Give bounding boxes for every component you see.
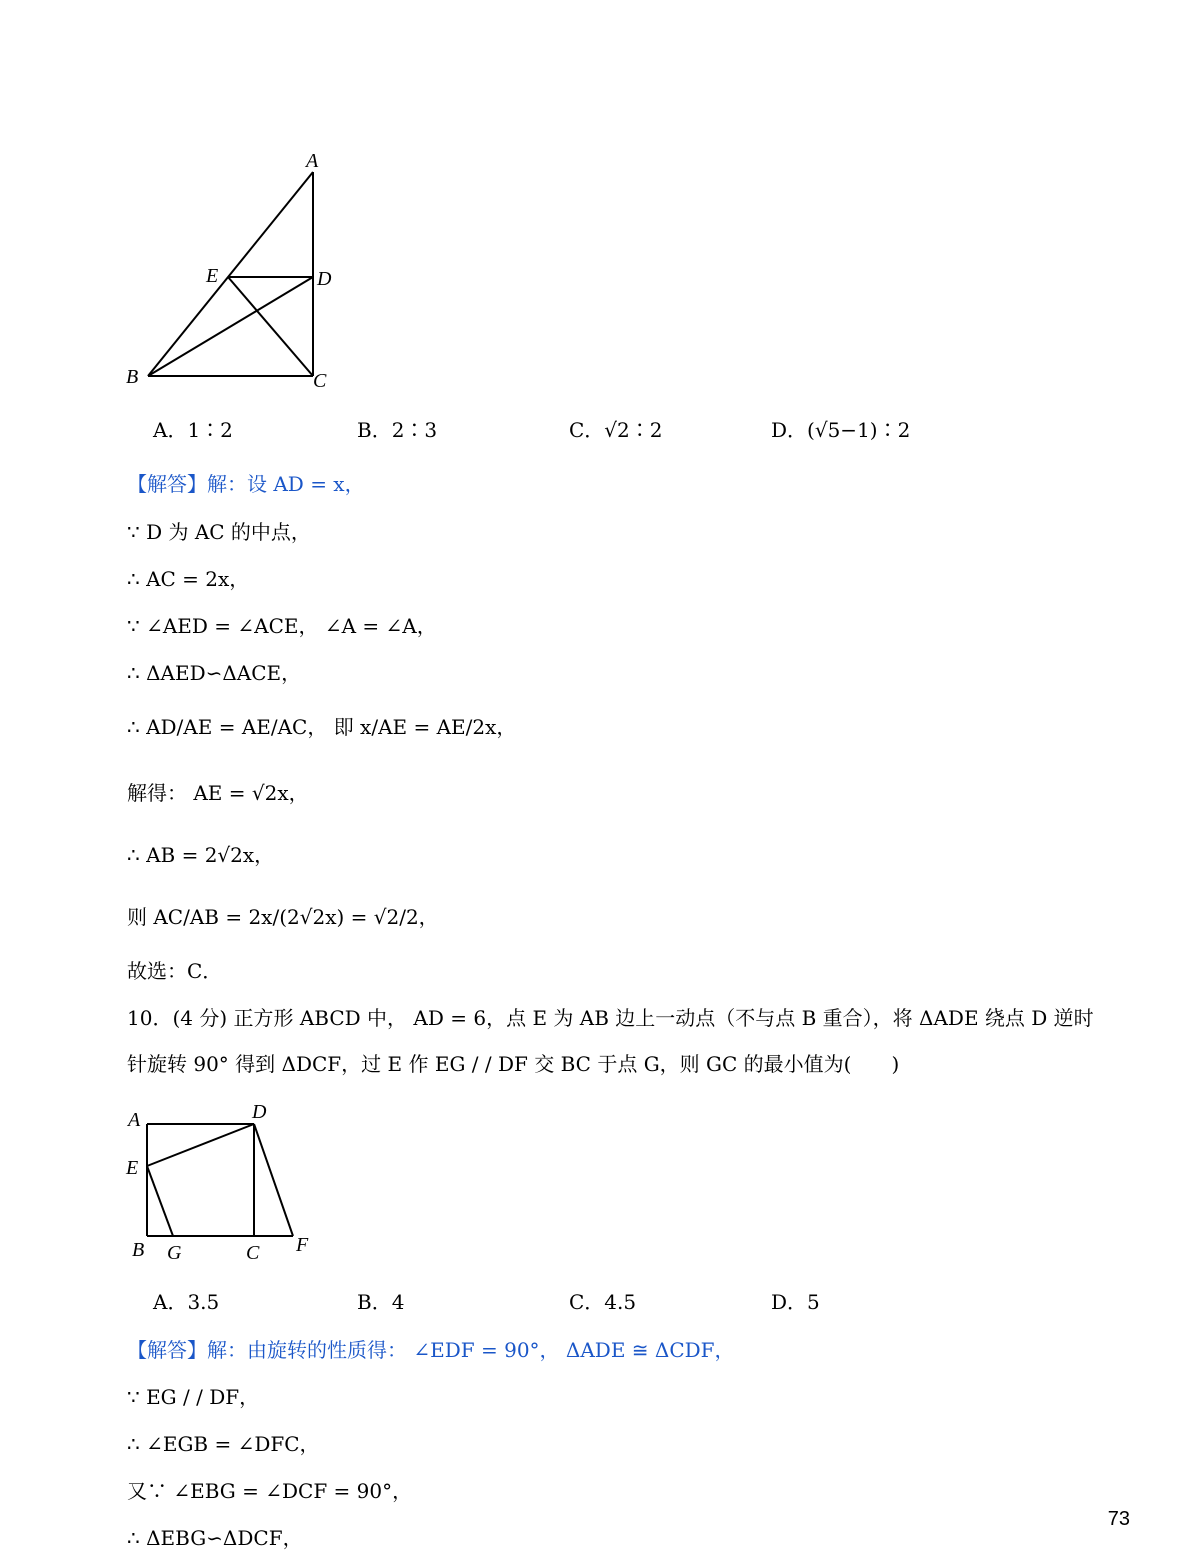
- segment-ED: [147, 1124, 254, 1166]
- q10-solution-line-3: ∴ ∠EGB = ∠DFC，: [127, 1432, 320, 1456]
- solution-tag: 【解答】解：由旋转的性质得： ∠EDF = 90°， ΔADE ≅ ΔCDF，: [127, 1338, 735, 1362]
- q10-solution-line-1: [127, 1336, 735, 1364]
- q9-option-a: A．1∶2: [153, 418, 233, 442]
- segment-AB: [148, 172, 313, 376]
- label-A: A: [306, 150, 319, 172]
- q10-square-svg: [120, 1100, 330, 1270]
- label-F: F: [296, 1234, 309, 1256]
- segment-EC: [228, 277, 313, 376]
- solution-tag: 【解答】解：设 AD = x，: [127, 472, 365, 496]
- segment-BD: [148, 277, 313, 376]
- q9-triangle-svg: [120, 145, 350, 395]
- q9-solution-line-2: ∵ D 为 AC 的中点，: [127, 520, 311, 544]
- q10-square-figure: [120, 1100, 330, 1274]
- q9-triangle-figure: [120, 145, 350, 399]
- label-C: C: [313, 370, 327, 392]
- q9-solution-line-1: [127, 470, 365, 498]
- q9-solution-line-10: 故选：C．: [127, 959, 223, 983]
- label-B: B: [126, 366, 139, 388]
- q10-option-b: B．4: [357, 1290, 405, 1314]
- q9-solution-line-3: ∴ AC = 2x，: [127, 567, 250, 591]
- label-D: D: [252, 1101, 267, 1123]
- page-number: 73: [1107, 1508, 1130, 1530]
- q9-solution-line-7: 解得： AE = √2x，: [127, 781, 309, 805]
- label-C: C: [246, 1242, 260, 1264]
- q9-solution-line-9: 则 AC/AB = 2x/(2√2x) = √2/2，: [127, 905, 439, 929]
- label-E: E: [126, 1157, 139, 1179]
- label-D: D: [317, 268, 332, 290]
- q9-option-d: D．(√5−1)∶2: [771, 418, 911, 442]
- q10-option-a: A．3.5: [153, 1290, 220, 1314]
- q9-option-b: B．2∶3: [357, 418, 438, 442]
- q10-solution-line-5: ∴ ΔEBG∽ΔDCF，: [127, 1526, 303, 1550]
- q9-solution-line-5: ∴ ΔAED∽ΔACE，: [127, 661, 302, 685]
- q10-option-d: D．5: [771, 1290, 820, 1314]
- q9-option-c: C．√2∶2: [569, 418, 663, 442]
- q10-option-c: C．4.5: [569, 1290, 637, 1314]
- segment-EG: [147, 1166, 173, 1236]
- label-E: E: [206, 265, 219, 287]
- q10-stem-line-1: 10．(4 分) 正方形 ABCD 中， AD = 6，点 E 为 AB 边上一动点（不与点 B 重合），将 ΔADE 绕点 D 逆时: [127, 1006, 1094, 1030]
- q10-solution-line-4: 又∵ ∠EBG = ∠DCF = 90°，: [127, 1479, 413, 1503]
- q10-solution-line-2: ∵ EG / / DF，: [127, 1385, 260, 1409]
- label-A: A: [128, 1109, 141, 1131]
- q10-stem-line-2: 针旋转 90° 得到 ΔDCF，过 E 作 EG / / DF 交 BC 于点 G，则 GC 的最小值为( ): [127, 1052, 900, 1076]
- segment-DF: [254, 1124, 293, 1236]
- q9-solution-line-8: ∴ AB = 2√2x，: [127, 843, 275, 867]
- q9-solution-line-4: ∵ ∠AED = ∠ACE， ∠A = ∠A，: [127, 614, 437, 638]
- label-B: B: [132, 1239, 145, 1261]
- q9-solution-line-6: ∴ AD/AE = AE/AC， 即 x/AE = AE/2x，: [127, 715, 517, 739]
- label-G: G: [167, 1242, 182, 1264]
